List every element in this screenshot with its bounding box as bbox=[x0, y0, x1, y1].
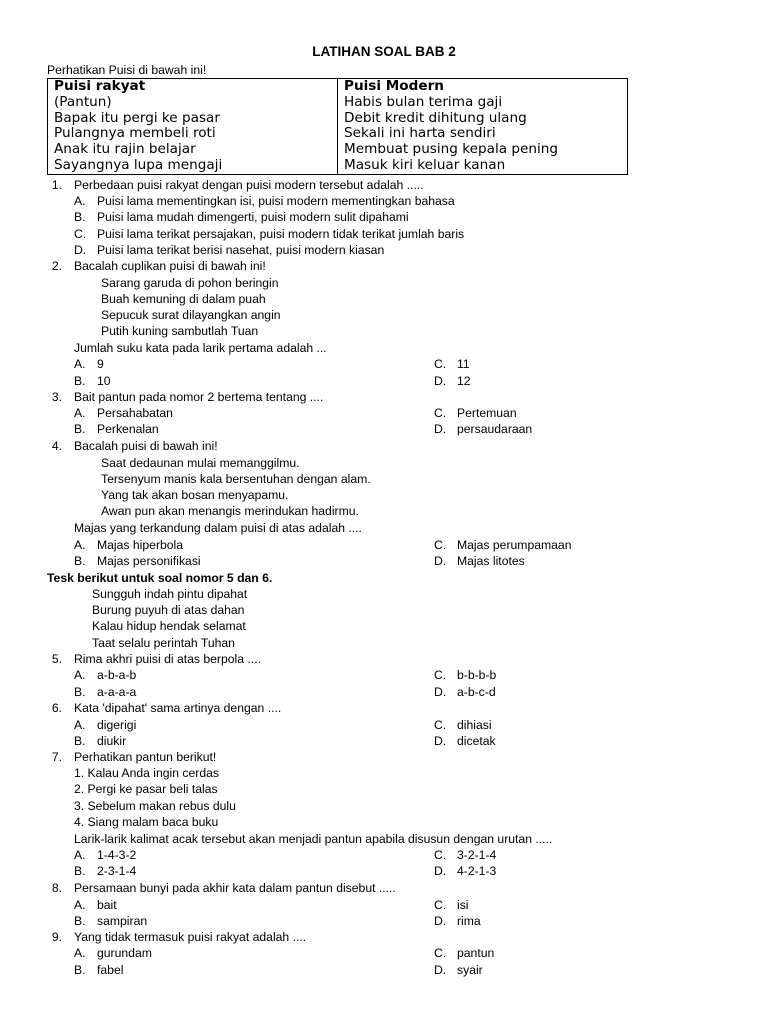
option-letter: C. bbox=[434, 718, 447, 732]
option-letter: C. bbox=[434, 946, 447, 960]
folk-poem-heading: Puisi rakyat bbox=[54, 78, 146, 94]
option-text: diukir bbox=[97, 734, 127, 748]
question-text: Perbedaan puisi rakyat dengan puisi modern tersebut adalah ..... bbox=[74, 178, 424, 192]
option-letter: C. bbox=[434, 406, 447, 420]
option-text: Puisi lama mudah dimengerti, puisi modern sulit dipahami bbox=[97, 210, 409, 224]
option-letter: B. bbox=[74, 734, 86, 748]
option-text: 4-2-1-3 bbox=[457, 864, 497, 878]
question-number: 8. bbox=[51, 881, 62, 895]
option-text: Majas litotes bbox=[457, 554, 525, 568]
option-letter: B. bbox=[74, 210, 86, 224]
option-text: isi bbox=[457, 898, 469, 912]
modern-poem-cell bbox=[338, 79, 628, 175]
folk-poem-line: Anak itu rajin belajar bbox=[54, 141, 196, 158]
option-text: Majas perumpamaan bbox=[457, 538, 572, 552]
option-letter: A. bbox=[74, 194, 86, 208]
poem-line: Saat dedaunan mulai memanggilmu. bbox=[101, 456, 300, 470]
option-letter: A. bbox=[74, 538, 86, 552]
poem-line: Tersenyum manis kala bersentuhan dengan alam. bbox=[101, 472, 371, 486]
question-number: 5. bbox=[51, 652, 62, 666]
question-text: Bacalah puisi di bawah ini! bbox=[74, 439, 218, 453]
option-letter: D. bbox=[434, 554, 447, 568]
option-text: syair bbox=[457, 963, 483, 977]
option-letter: A. bbox=[74, 357, 86, 371]
option-letter: A. bbox=[74, 946, 86, 960]
page-title: LATIHAN SOAL BAB 2 bbox=[312, 44, 456, 59]
folk-poem-cell bbox=[48, 79, 338, 175]
option-letter: C. bbox=[74, 227, 87, 241]
poem-line: Sarang garuda di pohon beringin bbox=[101, 276, 279, 290]
option-letter: B. bbox=[74, 864, 86, 878]
option-letter: C. bbox=[434, 538, 447, 552]
question-text: Yang tidak termasuk puisi rakyat adalah .... bbox=[74, 930, 307, 944]
option-letter: B. bbox=[74, 374, 86, 388]
question-number: 1. bbox=[51, 178, 62, 192]
question-text: Bacalah cuplikan puisi di bawah ini! bbox=[74, 259, 266, 273]
option-text: b-b-b-b bbox=[457, 668, 497, 682]
option-text: 2-3-1-4 bbox=[97, 864, 137, 878]
poem-line: Yang tak akan bosan menyapamu. bbox=[101, 488, 289, 502]
option-letter: B. bbox=[74, 554, 86, 568]
question-prompt: Jumlah suku kata pada larik pertama adalah ... bbox=[74, 341, 327, 355]
option-text: pantun bbox=[457, 946, 495, 960]
poem-line: Putih kuning sambutlah Tuan bbox=[101, 324, 259, 338]
option-letter: B. bbox=[74, 914, 86, 928]
folk-poem-line: Pulangnya membeli roti bbox=[54, 125, 216, 142]
option-text: 10 bbox=[97, 374, 111, 388]
option-letter: D. bbox=[74, 243, 87, 257]
poem-line: Sungguh indah pintu dipahat bbox=[92, 587, 248, 601]
modern-poem-line: Sekali ini harta sendiri bbox=[344, 125, 496, 142]
option-letter: D. bbox=[434, 685, 447, 699]
option-text: sampiran bbox=[97, 914, 148, 928]
option-letter: C. bbox=[434, 668, 447, 682]
question-number: 3. bbox=[51, 390, 62, 404]
modern-poem-line: Habis bulan terima gaji bbox=[344, 93, 503, 110]
question-text: Rima akhri puisi di atas berpola .... bbox=[74, 652, 261, 666]
poem-line: Awan pun akan menangis merindukan hadirmu. bbox=[101, 504, 359, 518]
question-number: 7. bbox=[51, 750, 62, 764]
option-text: 1-4-3-2 bbox=[97, 848, 137, 862]
question-text: Kata 'dipahat' sama artinya dengan .... bbox=[74, 701, 282, 715]
option-text: gurundam bbox=[97, 946, 152, 960]
option-letter: C. bbox=[434, 848, 447, 862]
option-text: digerigi bbox=[97, 718, 137, 732]
modern-poem-heading: Puisi Modern bbox=[344, 78, 444, 94]
option-text: Persahabatan bbox=[97, 406, 173, 420]
option-letter: C. bbox=[434, 898, 447, 912]
poem-line: Sepucuk surat dilayangkan angin bbox=[101, 308, 281, 322]
option-letter: D. bbox=[434, 374, 447, 388]
option-text: Puisi lama mementingkan isi, puisi modern mementingkan bahasa bbox=[97, 194, 455, 208]
folk-poem-line: Bapak itu pergi ke pasar bbox=[54, 109, 220, 126]
question-number: 9. bbox=[51, 930, 62, 944]
option-letter: D. bbox=[434, 734, 447, 748]
question-number: 4. bbox=[51, 439, 62, 453]
pantun-line: 1. Kalau Anda ingin cerdas bbox=[74, 766, 219, 780]
option-letter: A. bbox=[74, 406, 86, 420]
option-text: dihiasi bbox=[457, 718, 492, 732]
option-text: a-b-a-b bbox=[97, 668, 137, 682]
modern-poem-line: Membuat pusing kepala pening bbox=[344, 141, 558, 158]
option-text: dicetak bbox=[457, 734, 496, 748]
modern-poem-line: Debit kredit dihitung ulang bbox=[344, 109, 527, 126]
question-number: 6. bbox=[51, 701, 62, 715]
pantun-line: 3. Sebelum makan rebus dulu bbox=[74, 799, 236, 813]
option-letter: D. bbox=[434, 963, 447, 977]
question-text: Persamaan bunyi pada akhir kata dalam pantun disebut ..... bbox=[74, 881, 396, 895]
option-letter: A. bbox=[74, 668, 86, 682]
option-text: fabel bbox=[97, 963, 124, 977]
question-text: Perhatikan pantun berikut! bbox=[74, 750, 217, 764]
poem-line: Burung puyuh di atas dahan bbox=[92, 603, 245, 617]
question-text: Bait pantun pada nomor 2 bertema tentang .... bbox=[74, 390, 324, 404]
poem-line: Taat selalu perintah Tuhan bbox=[92, 636, 235, 650]
option-text: 12 bbox=[457, 374, 471, 388]
option-text: Puisi lama terikat berisi nasehat, puisi modern kiasan bbox=[97, 243, 385, 257]
question-prompt: Majas yang terkandung dalam puisi di atas adalah .... bbox=[74, 521, 362, 535]
option-text: Pertemuan bbox=[457, 406, 517, 420]
option-text: 11 bbox=[457, 357, 470, 371]
option-letter: D. bbox=[434, 422, 447, 436]
folk-poem-line: (Pantun) bbox=[54, 93, 112, 110]
option-text: Puisi lama terikat persajakan, puisi modern tidak terikat jumlah baris bbox=[97, 227, 465, 241]
poem-line: Buah kemuning di dalam puah bbox=[101, 292, 266, 306]
option-text: 3-2-1-4 bbox=[457, 848, 497, 862]
option-letter: B. bbox=[74, 963, 86, 977]
option-text: bait bbox=[97, 898, 117, 912]
option-text: Perkenalan bbox=[97, 422, 159, 436]
pantun-line: 4. Siang malam baca buku bbox=[74, 815, 219, 829]
option-text: Majas personifikasi bbox=[97, 554, 201, 568]
option-letter: B. bbox=[74, 422, 86, 436]
option-letter: D. bbox=[434, 864, 447, 878]
option-letter: D. bbox=[434, 914, 447, 928]
poem-line: Kalau hidup hendak selamat bbox=[92, 619, 246, 633]
option-letter: A. bbox=[74, 718, 86, 732]
option-text: 9 bbox=[97, 357, 104, 371]
option-text: a-a-a-a bbox=[97, 685, 137, 699]
modern-poem-line: Masuk kiri keluar kanan bbox=[344, 156, 506, 173]
option-text: persaudaraan bbox=[457, 422, 533, 436]
option-text: rima bbox=[457, 914, 481, 928]
option-text: Majas hiperbola bbox=[97, 538, 184, 552]
option-letter: B. bbox=[74, 685, 86, 699]
intro-instruction: Perhatikan Puisi di bawah ini! bbox=[47, 63, 207, 77]
pantun-line: 2. Pergi ke pasar beli talas bbox=[74, 782, 218, 796]
option-letter: C. bbox=[434, 357, 447, 371]
option-letter: A. bbox=[74, 898, 86, 912]
question-number: 2. bbox=[51, 259, 62, 273]
option-letter: A. bbox=[74, 848, 86, 862]
option-text: a-b-c-d bbox=[457, 685, 496, 699]
folk-poem-line: Sayangnya lupa mengaji bbox=[54, 156, 223, 173]
section-heading: Tesk berikut untuk soal nomor 5 dan 6. bbox=[47, 571, 273, 585]
poem-comparison-table bbox=[47, 78, 628, 175]
question-prompt: Larik-larik kalimat acak tersebut akan menjadi pantun apabila disusun dengan urutan ..... bbox=[74, 832, 553, 846]
